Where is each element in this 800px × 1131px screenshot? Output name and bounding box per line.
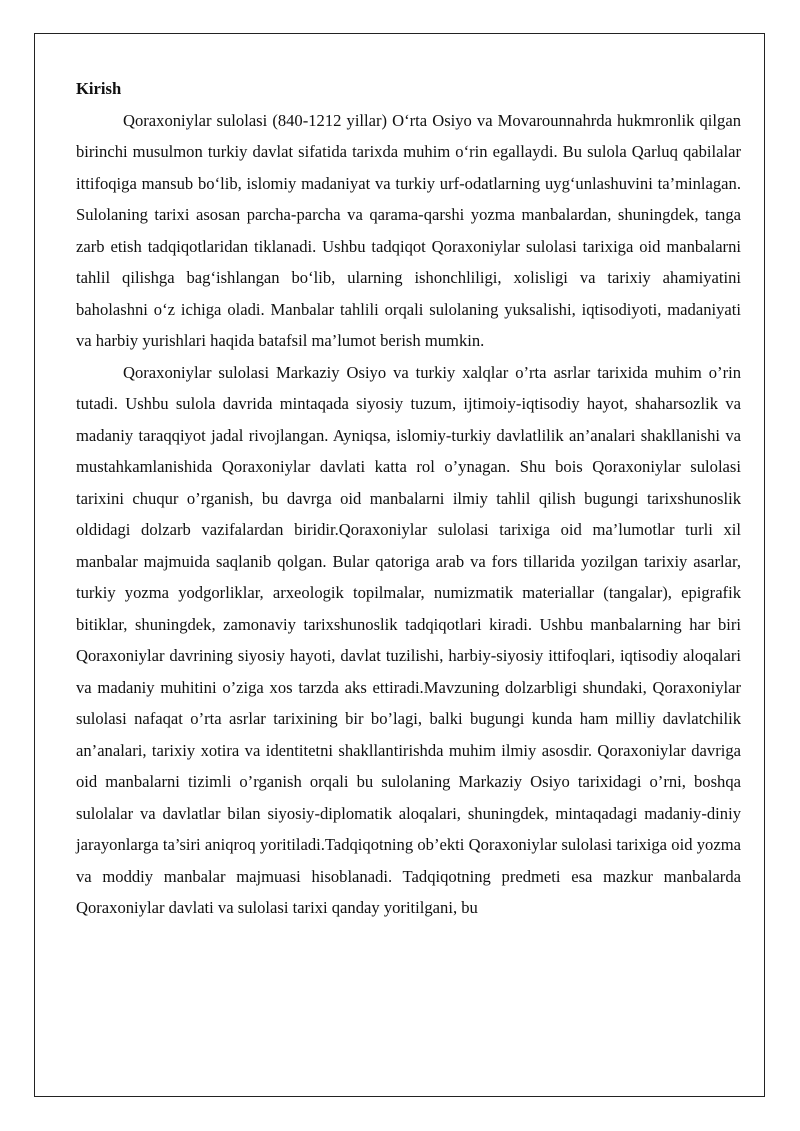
- paragraph-intro: Qoraxoniylar sulolasi (840-1212 yillar) O‘rta Osiyo va Movarounnahrda hukmronlik qilgan birinchi musulmon turkiy davlat sifatida tarixda muhim o‘rin egallaydi. Bu sulola Qarluq qabilalar ittifoqiga mansub bo‘lib, islomiy madaniyat va turkiy urf-odatlarning uyg‘unlashuvini ta’minlagan. Sulolaning tarixi asosan parcha-parcha va qarama-qarshi yozma manbalardan, shuningdek, tanga zarb etish tadqiqotlaridan tiklanadi. Ushbu tadqiqot Qoraxoniylar sulolasi tarixiga oid manbalarni tahlil qilishga bag‘ishlangan bo‘lib, ularning ishonchliligi, xolisligi va tarixiy ahamiyatini baholashni o‘z ichiga oladi. Manbalar tahlili orqali sulolaning yuksalishi, iqtisodiyoti, madaniyati va harbiy yurishlari haqida batafsil ma’lumot berish mumkin.: [76, 110, 741, 350]
- section-heading: Kirish: [76, 79, 122, 98]
- paragraph-main: Qoraxoniylar sulolasi Markaziy Osiyo va turkiy xalqlar o’rta asrlar tarixida muhim o’rin tutadi. Ushbu sulola davrida mintaqada siyosiy tuzum, ijtimoiy-iqtisodiy hayot, shaharsozlik va madaniy taraqqiyot jadal rivojlangan. Ayniqsa, islomiy-turkiy davlatlilik an’analari shakllanishi va mustahkamlanishida Qoraxoniylar davlati katta rol o’ynagan. Shu bois Qoraxoniylar sulolasi tarixini chuqur o’rganish, bu davrga oid manbalarni ilmiy tahlil qilish bugungi tarixshunoslik oldidagi dolzarb vazifalardan biridir.Qoraxoniylar sulolasi tarixiga oid ma’lumotlar turli xil manbalar majmuida saqlanib qolgan. Bular qatoriga arab va fors tillarida yozilgan tarixiy asarlar, turkiy yozma yodgorliklar, arxeologik topilmalar, numizmatik materiallar (tangalar), epigrafik bitiklar, shuningdek, zamonaviy tarixshunoslik tadqiqotlari kiradi. Ushbu manbalarning har biri Qoraxoniylar davrining siyosiy hayoti, davlat tuzilishi, harbiy-siyosiy ittifoqlari, iqtisodiy aloqalari va madaniy muhitini o’ziga xos tarzda aks ettiradi.Mavzuning dolzarbligi shundaki, Qoraxoniylar sulolasi nafaqat o’rta asrlar tarixining bir bo’lagi, balki bugungi kunda ham milliy davlatchilik an’analari, tarixiy xotira va identitetni shakllantirishda muhim ilmiy asosdir. Qoraxoniylar davriga oid manbalarni tizimli o’rganish orqali bu sulolaning Markaziy Osiyo tarixidagi o’rni, boshqa sulolalar va davlatlar bilan siyosiy-diplomatik aloqalari, shuningdek, mintaqadagi madaniy-diniy jarayonlarga ta’siri aniqroq yoritiladi.Tadqiqotning ob’ekti Qoraxoniylar sulolasi tarixiga oid yozma va moddiy manbalar majmuasi hisoblanadi. Tadqiqotning predmeti esa mazkur manbalarda Qoraxoniylar davlati va sulolasi tarixi qanday yoritilgani, bu: [76, 362, 741, 917]
- document-body: [76, 73, 741, 924]
